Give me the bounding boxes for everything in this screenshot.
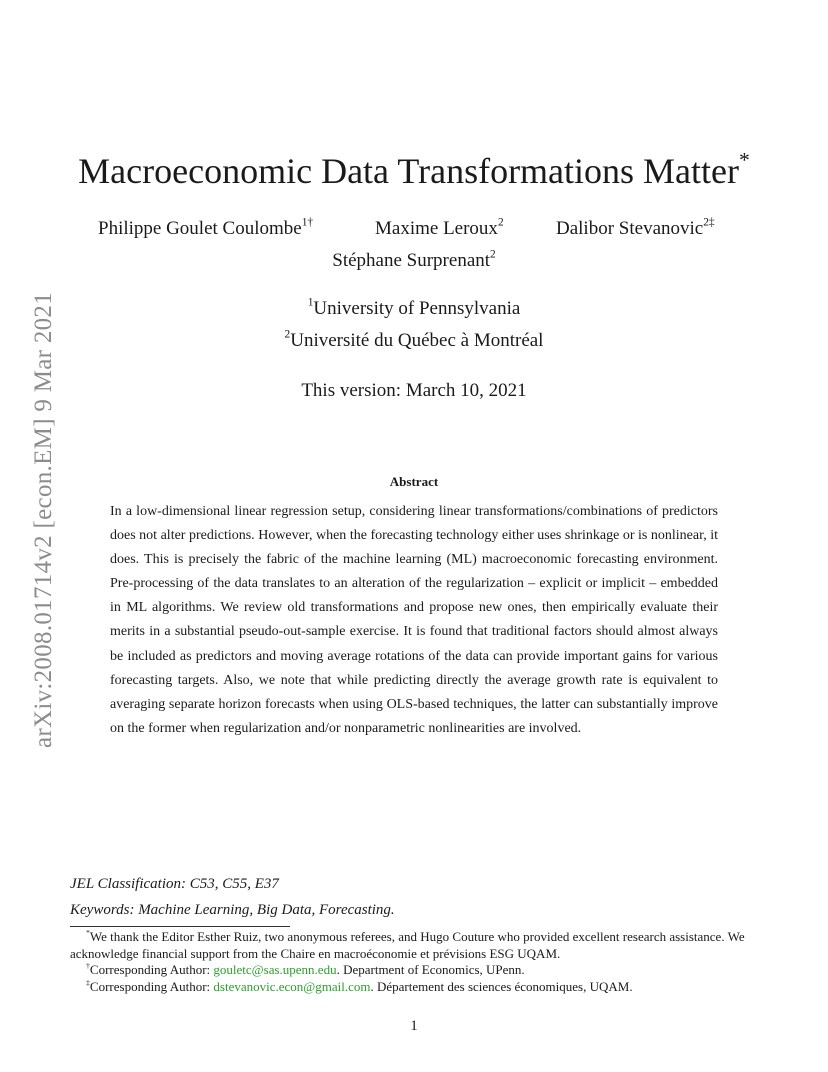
author-4 [0,250,828,272]
author-name: Dalibor Stevanovic [556,218,704,239]
author-1 [98,218,313,240]
version-date: This version: March 10, 2021 [301,380,527,401]
paper-title [0,148,828,194]
affiliation-1 [0,298,828,320]
footnote-prefix: Corresponding Author: [89,962,214,977]
footnote-thanks [70,929,760,962]
footnote-mark: ‡ [86,977,90,987]
author-affiliation-mark: 2‡ [703,216,715,229]
affiliation-name: Université du Québec à Montréal [290,330,544,351]
footnote-corresponding-author-1 [70,962,760,979]
footnote-text: We thank the Editor Esther Ruiz, two anonymous referees, and Hugo Couture who provided excellent research assistance. We acknowledge financial support from the Chaire en macroéconomie et prévisions ESG UQAM. [70,929,745,961]
jel-classification: JEL Classification: C53, C55, E37 [70,876,279,892]
footnote-suffix: . Department of Economics, UPenn. [336,962,525,977]
author-affiliation-mark: 2 [490,248,496,261]
author-list [98,218,748,246]
email-link[interactable]: dstevanovic.econ@gmail.com [213,978,371,994]
affiliation-2 [0,330,828,352]
affiliation-name: University of Pennsylvania [313,298,521,319]
abstract-body: In a low-dimensional linear regression setup, considering linear transformations/combinations of predictors does not alter predictions. However, when the forecasting technology either uses shrinkage or is nonlinear, it does. This is precisely the fabric of the machine learning (ML) macroeconomic forecasting environment. Pre-processing of the data translates to an alteration of the regularization – explicit or implicit – embedded in ML algorithms. We review old transformations and propose new ones, then empirically evaluate their merits in a substantial pseudo-out-sample exercise. It is found that traditional factors should almost always be included as predictors and moving average rotations of the data can provide important gains for various forecasting targets. Also, we note that while predicting directly the average growth rate is equivalent to averaging separate horizon forecasts when using OLS-based techniques, the latter can substantially improve on the former when regularization and/or nonparametric nonlinearities are involved. [110,504,718,736]
footnote-corresponding-author-2 [70,979,760,996]
footnote-mark: * [86,928,90,938]
author-affiliation-mark: 1† [301,216,314,229]
keywords: Keywords: Machine Learning, Big Data, Forecasting. [70,902,395,918]
author-2 [375,218,504,240]
title-text: Macroeconomic Data Transformations Matter [78,151,740,191]
title-footnote-mark: * [739,147,750,172]
author-name: Maxime Leroux [375,218,498,239]
affiliation-mark: 2 [284,328,291,341]
arxiv-stamp-text: arXiv:2008.01714v2 [econ.EM] 9 Mar 2021 [30,291,57,749]
footnote-prefix: Corresponding Author: [89,978,214,994]
affiliation-mark: 1 [307,296,314,309]
email-link[interactable]: gouletc@sas.upenn.edu [213,962,337,977]
footnotes [70,929,760,995]
author-name: Philippe Goulet Coulombe [98,218,302,239]
author-3 [556,218,715,240]
author-affiliation-mark: 2 [497,216,504,229]
abstract-heading: Abstract [389,474,439,489]
footnote-rule [70,926,290,927]
footnote-mark: † [86,961,90,971]
author-name: Stéphane Surprenant [332,250,491,271]
page-number: 1 [410,1018,418,1034]
footnote-suffix: . Département des sciences économiques, UQAM. [370,978,633,994]
